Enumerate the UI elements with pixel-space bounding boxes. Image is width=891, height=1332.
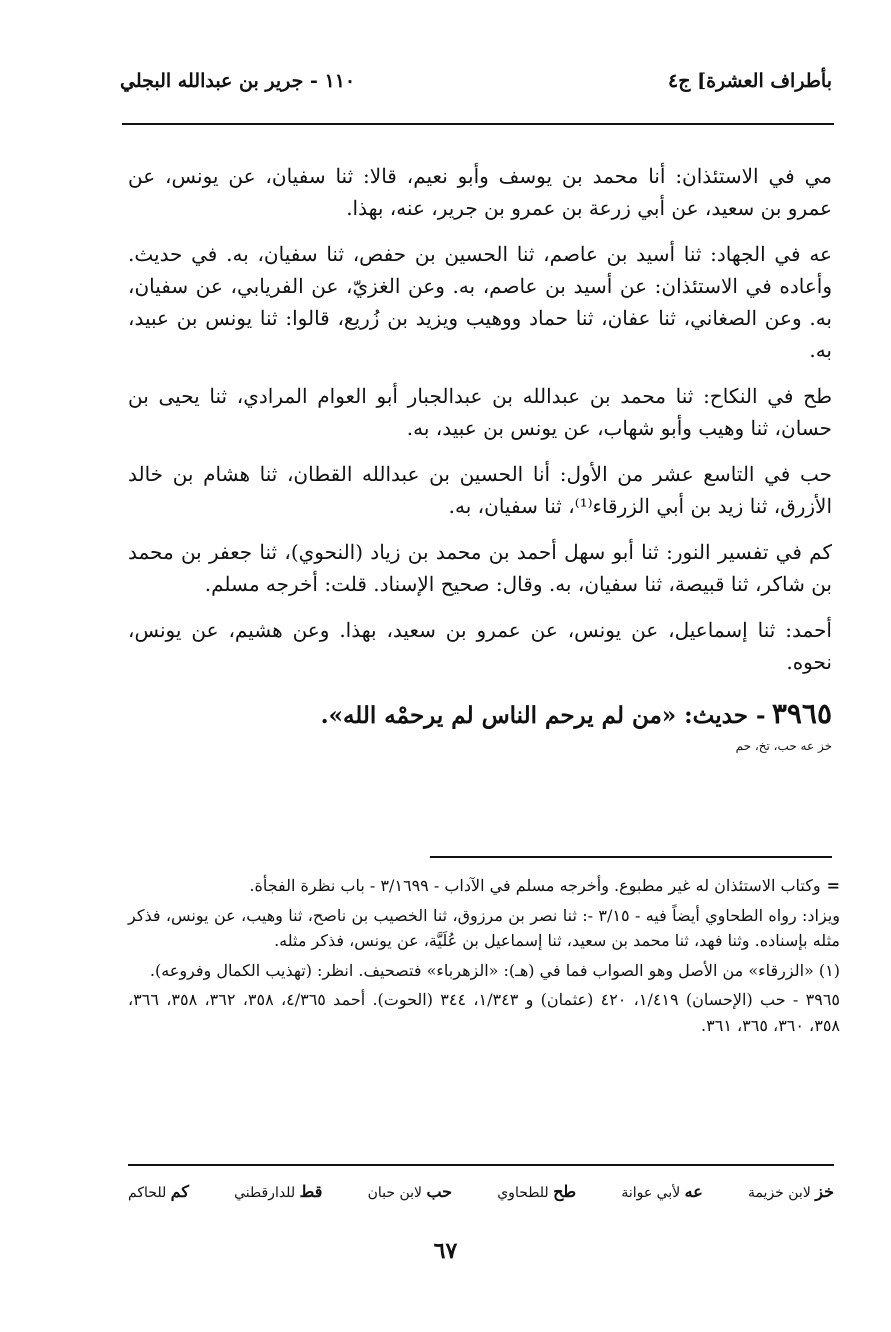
hadith-heading xyxy=(128,692,832,753)
paragraph: حب في التاسع عشر من الأول: أنا الحسين بن عبدالله القطان، ثنا هشام بن خالد الأزرق، ثنا زيد بن أبي الزرقاء⁽¹⁾، ثنا سفيان، به. xyxy=(128,462,832,518)
paragraph: كم في تفسير النور: ثنا أبو سهل أحمد بن محمد بن زياد (النحوي)، ثنا جعفر بن محمد بن شاكر، ثنا قبيصة، ثنا سفيان، به. وقال: صحيح الإسناد. قلت: أخرجه مسلم. xyxy=(128,540,832,596)
main-text xyxy=(128,160,832,753)
footnotes xyxy=(128,873,840,1043)
legend-item: كم للحاكم xyxy=(128,1182,189,1201)
legend-item: قط للدارقطني xyxy=(234,1182,323,1201)
paragraph: مي في الاستئذان: أنا محمد بن يوسف وأبو نعيم، قالا: ثنا سفيان، عن يونس، عن عمرو بن سعيد، عن أبي زرعة بن عمرو بن جرير، عنه، بهذا. xyxy=(128,164,832,220)
legend-item: عه لأبي عوانة xyxy=(621,1182,703,1201)
running-header xyxy=(120,70,832,92)
legend-item: خز لابن خزيمة xyxy=(747,1182,834,1201)
hadith-sources: خز عه حب، تخ، حم xyxy=(735,738,832,753)
legend-item: حب لابن حبان xyxy=(367,1182,453,1201)
paragraph: أحمد: ثنا إسماعيل، عن يونس، عن عمرو بن سعيد، بهذا. وعن هشيم، عن يونس، نحوه. xyxy=(128,618,832,674)
footnote-text: وكتاب الاستئذان له غير مطبوع. وأخرجه مسلم في الآداب - ٣/١٦٩٩ - باب نظرة الفجأة. xyxy=(249,876,821,895)
legend-item: طح للطحاوي xyxy=(497,1182,577,1201)
header-volume: بأطراف العشرة] ج٤ xyxy=(668,70,832,92)
footnote: (١) «الزرقاء» من الأصل وهو الصواب فما في (هـ): «الزهرباء» فتصحيف. انظر: (تهذيب الكمال وفروعه). xyxy=(149,960,840,980)
paragraph: طح في النكاح: ثنا محمد بن عبدالله بن عبدالجبار أبو العوام المرادي، ثنا يحيى بن حسان، ثنا وهيب وأبو شهاب، عن يونس بن عبيد، به. xyxy=(128,384,832,440)
header-chapter: ١١٠ - جرير بن عبدالله البجلي xyxy=(120,70,356,92)
paragraph: عه في الجهاد: ثنا أسيد بن عاصم، ثنا الحسين بن حفص، ثنا سفيان، به. في حديث. وأعاده في الاستئذان: عن أسيد بن عاصم، به. وعن الغزيّ، عن الفريابي، عن سفيان، به. وعن الصغاني، ثنا عفان، ثنا حماد ووهيب ويزيد بن زُريع، قالوا: ثنا يونس بن عبيد، به. xyxy=(128,242,832,362)
abbreviation-legend xyxy=(128,1182,834,1201)
header-rule xyxy=(122,123,834,125)
footnote: ٣٩٦٥ - حب (الإحسان) ١/٤١٩، ٤٢٠ (عثمان) و ١/٣٤٣، ٣٤٤ (الحوت). أحمد ٤/٣٦٥، ٣٥٨، ٣٦٢، ٣٥٨، ٣٦٦، ٣٥٨، ٣٦٠، ٣٦٥، ٣٦١. xyxy=(128,990,840,1035)
footnote xyxy=(128,873,840,899)
footnote-rule xyxy=(430,856,832,858)
legend-rule xyxy=(128,1164,834,1166)
hadith-text: - حديث: «من لم يرحم الناس لم يرحمْه الله». xyxy=(320,702,766,729)
hadith-number: ٣٩٦٥ xyxy=(771,697,832,730)
continuation-mark: = xyxy=(826,876,840,895)
page-number: ٦٧ xyxy=(433,1238,458,1264)
footnote: ويزاد: رواه الطحاوي أيضاً فيه - ٣/١٥ -: ثنا نصر بن مرزوق، ثنا الخصيب بن ناصح، ثنا وهيب، عن يونس، فذكر مثله بإسناده. وثنا فهد، ثنا محمد بن سعيد، ثنا إسماعيل بن عُلَيَّة، عن يونس، فذكر مثله. xyxy=(128,905,840,951)
